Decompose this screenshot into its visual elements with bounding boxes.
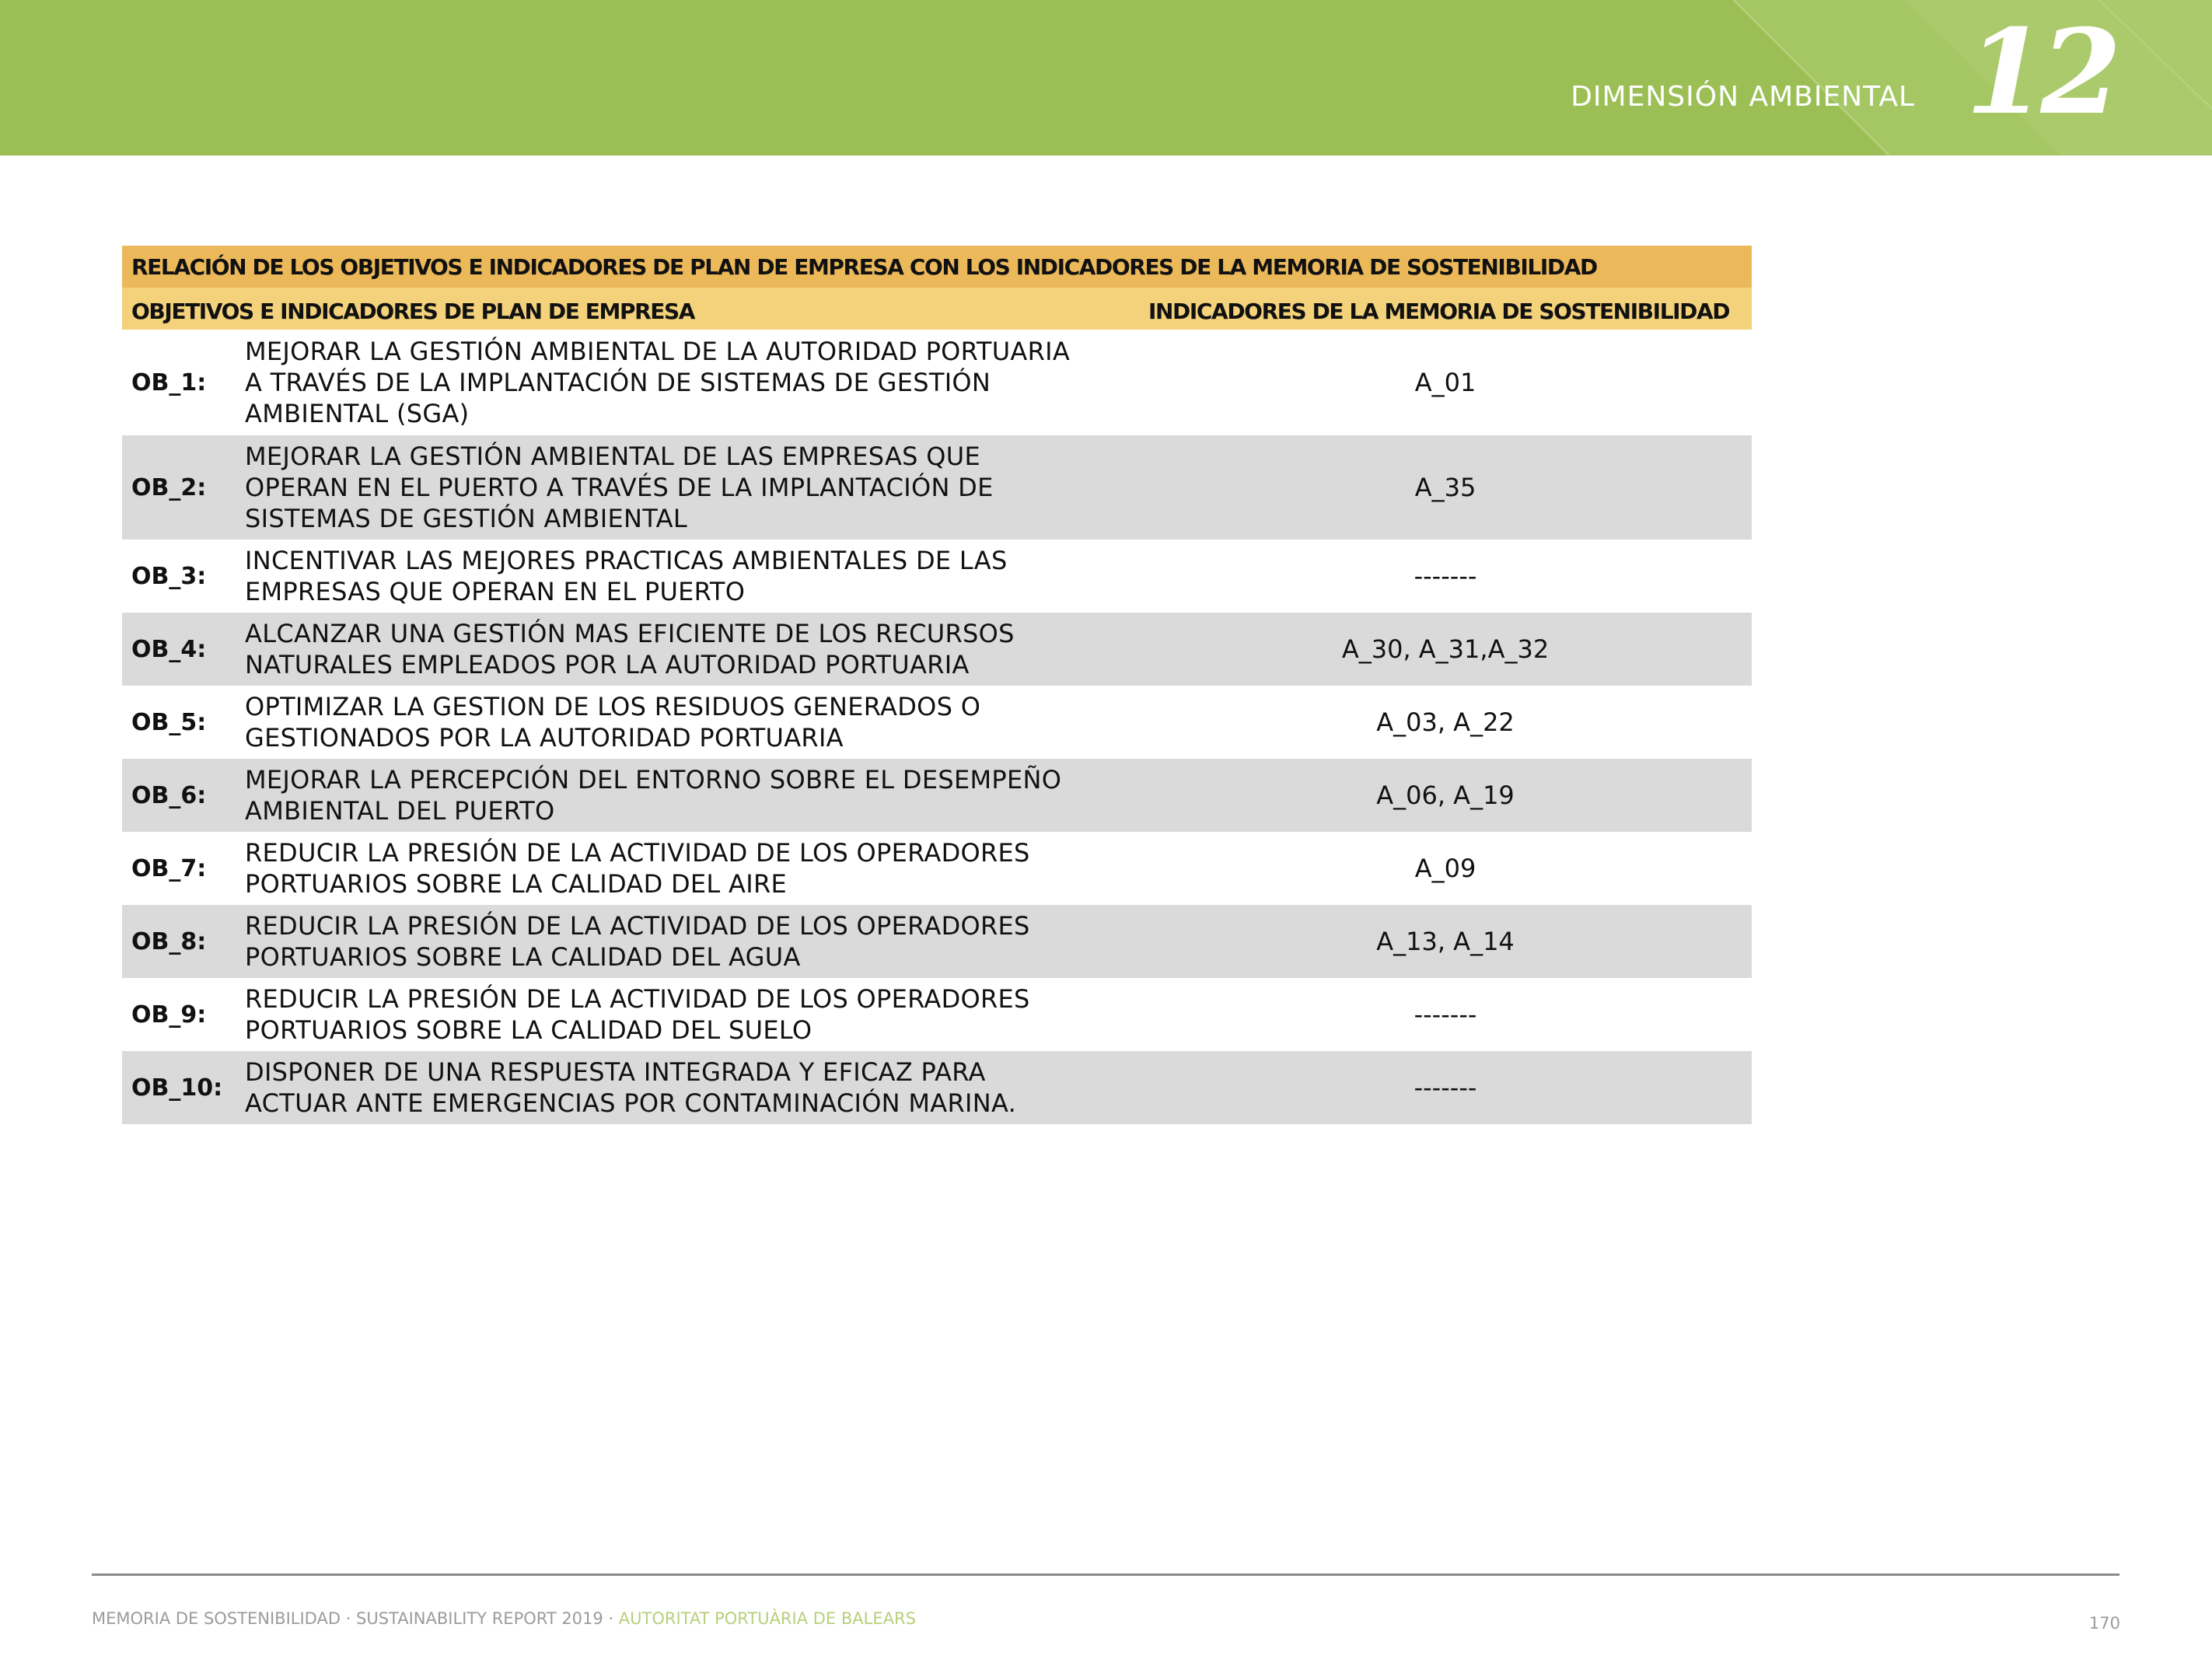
column-header-indicators: INDICADORES DE LA MEMORIA DE SOSTENIBILIDAD bbox=[1148, 299, 1730, 324]
objective-code: OB_1: bbox=[131, 368, 207, 396]
objective-description bbox=[245, 618, 1139, 680]
table-row bbox=[122, 905, 1752, 978]
description-line: ALCANZAR UNA GESTIÓN MAS EFICIENTE DE LOS RECURSOS bbox=[245, 619, 1015, 648]
description-line: REDUCIR LA PRESIÓN DE LA ACTIVIDAD DE LOS OPERADORES bbox=[245, 838, 1030, 868]
objective-code: OB_3: bbox=[131, 562, 207, 590]
description-line: MEJORAR LA PERCEPCIÓN DEL ENTORNO SOBRE EL DESEMPEÑO bbox=[245, 765, 1062, 795]
objective-code: OB_8: bbox=[131, 927, 207, 955]
sustainability-indicators: A_03, A_22 bbox=[1376, 707, 1515, 737]
footer-report-name: MEMORIA DE SOSTENIBILIDAD · SUSTAINABILITY REPORT 2019 · bbox=[92, 1609, 619, 1628]
objective-description bbox=[245, 336, 1139, 429]
page-header bbox=[0, 0, 2212, 155]
objective-description bbox=[245, 764, 1139, 826]
objective-code: OB_6: bbox=[131, 781, 207, 809]
objective-description bbox=[245, 545, 1139, 607]
chapter-number: 12 bbox=[1966, 4, 2116, 141]
description-line: NATURALES EMPLEADOS POR LA AUTORIDAD PORTUARIA bbox=[245, 650, 970, 679]
sustainability-indicators: A_01 bbox=[1414, 368, 1476, 397]
description-line: ACTUAR ANTE EMERGENCIAS POR CONTAMINACIÓN MARINA. bbox=[245, 1088, 1017, 1118]
table-row bbox=[122, 832, 1752, 905]
objective-code: OB_10: bbox=[131, 1074, 223, 1102]
description-line: OPTIMIZAR LA GESTION DE LOS RESIDUOS GENERADOS O bbox=[245, 692, 981, 721]
description-line: PORTUARIOS SOBRE LA CALIDAD DEL SUELO bbox=[245, 1015, 812, 1045]
table-row bbox=[122, 613, 1752, 686]
description-line: AMBIENTAL (SGA) bbox=[245, 399, 470, 428]
description-line: A TRAVÉS DE LA IMPLANTACIÓN DE SISTEMAS DE GESTIÓN bbox=[245, 368, 991, 397]
description-line: GESTIONADOS POR LA AUTORIDAD PORTUARIA bbox=[245, 723, 844, 753]
sustainability-indicators: A_30, A_31,A_32 bbox=[1341, 634, 1550, 664]
footer-caption bbox=[92, 1609, 916, 1628]
footer-organization: AUTORITAT PORTUÀRIA DE BALEARS bbox=[618, 1609, 916, 1628]
objectives-table bbox=[122, 246, 1752, 1124]
header-decoration bbox=[0, 0, 2212, 155]
objective-description bbox=[245, 983, 1139, 1046]
description-line: OPERAN EN EL PUERTO A TRAVÉS DE LA IMPLANTACIÓN DE bbox=[245, 473, 994, 502]
column-header-objectives: OBJETIVOS E INDICADORES DE PLAN DE EMPRESA bbox=[131, 299, 695, 324]
objective-code: OB_9: bbox=[131, 1001, 207, 1029]
description-line: PORTUARIOS SOBRE LA CALIDAD DEL AIRE bbox=[245, 869, 788, 899]
section-title: DIMENSIÓN AMBIENTAL bbox=[1571, 81, 1915, 113]
description-line: REDUCIR LA PRESIÓN DE LA ACTIVIDAD DE LOS OPERADORES bbox=[245, 911, 1030, 941]
table-row bbox=[122, 330, 1752, 435]
footer-divider bbox=[92, 1573, 2119, 1576]
objective-code: OB_4: bbox=[131, 635, 207, 663]
description-line: SISTEMAS DE GESTIÓN AMBIENTAL bbox=[245, 504, 687, 533]
description-line: INCENTIVAR LAS MEJORES PRACTICAS AMBIENTALES DE LAS bbox=[245, 546, 1008, 575]
table-row bbox=[122, 759, 1752, 832]
sustainability-indicators: ------- bbox=[1414, 1073, 1477, 1102]
sustainability-indicators: ------- bbox=[1414, 1000, 1477, 1029]
description-line: MEJORAR LA GESTIÓN AMBIENTAL DE LAS EMPRESAS QUE bbox=[245, 442, 980, 471]
table-row bbox=[122, 540, 1752, 613]
table-row bbox=[122, 686, 1752, 759]
table-column-header-row bbox=[122, 288, 1752, 330]
description-line: AMBIENTAL DEL PUERTO bbox=[245, 796, 555, 826]
sustainability-indicators: ------- bbox=[1414, 561, 1477, 591]
table-row bbox=[122, 978, 1752, 1051]
description-line: REDUCIR LA PRESIÓN DE LA ACTIVIDAD DE LOS OPERADORES bbox=[245, 984, 1030, 1014]
description-line: MEJORAR LA GESTIÓN AMBIENTAL DE LA AUTORIDAD PORTUARIA bbox=[245, 337, 1071, 366]
table-row bbox=[122, 435, 1752, 540]
objective-description bbox=[245, 910, 1139, 973]
table-body bbox=[122, 330, 1752, 1124]
objective-description bbox=[245, 837, 1139, 899]
table-row bbox=[122, 1051, 1752, 1124]
description-line: EMPRESAS QUE OPERAN EN EL PUERTO bbox=[245, 577, 746, 606]
description-line: DISPONER DE UNA RESPUESTA INTEGRADA Y EFICAZ PARA bbox=[245, 1057, 986, 1087]
objective-description bbox=[245, 1057, 1139, 1119]
page-number: 170 bbox=[2088, 1614, 2120, 1633]
sustainability-indicators: A_13, A_14 bbox=[1376, 927, 1515, 956]
sustainability-indicators: A_09 bbox=[1414, 854, 1476, 883]
objective-code: OB_7: bbox=[131, 854, 207, 882]
objective-code: OB_2: bbox=[131, 473, 207, 501]
sustainability-indicators: A_06, A_19 bbox=[1376, 781, 1515, 810]
description-line: PORTUARIOS SOBRE LA CALIDAD DEL AGUA bbox=[245, 942, 801, 972]
objective-description bbox=[245, 691, 1139, 753]
objective-description bbox=[245, 441, 1139, 534]
objective-code: OB_5: bbox=[131, 708, 207, 736]
table-title: RELACIÓN DE LOS OBJETIVOS E INDICADORES DE PLAN DE EMPRESA CON LOS INDICADORES DE LA MEMORIA DE SOSTENIBILIDAD bbox=[122, 246, 1752, 288]
sustainability-indicators: A_35 bbox=[1414, 473, 1476, 502]
